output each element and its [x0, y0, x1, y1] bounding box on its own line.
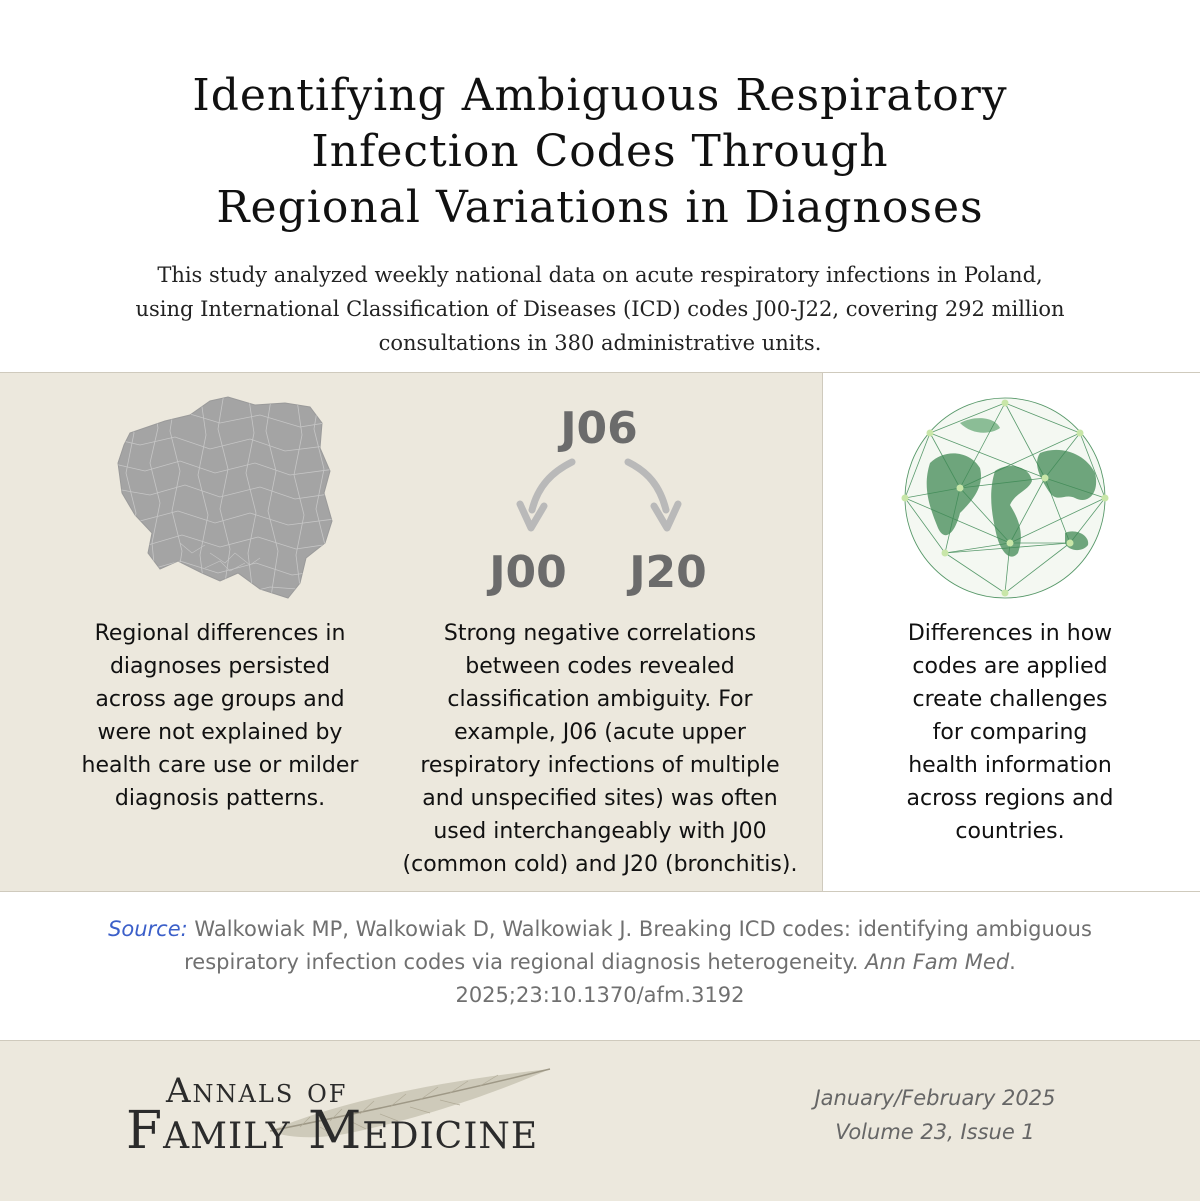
text-line: create challenges — [912, 687, 1108, 712]
comparison-challenges-text — [840, 617, 1180, 848]
study-summary — [100, 258, 1100, 360]
footer — [0, 1040, 1200, 1201]
text-line: classification ambiguity. For — [447, 687, 753, 712]
issue-date: January/February 2025 — [814, 1086, 1056, 1110]
logo-family-medicine — [126, 1101, 538, 1161]
header — [0, 0, 1200, 372]
code-arrows-diagram — [500, 458, 710, 548]
title-line-3: Regional Variations in Diagnoses — [216, 182, 984, 233]
code-j00-label: J00 — [489, 547, 567, 598]
correlations-text — [390, 617, 810, 881]
title-line-2: Infection Codes Through — [311, 126, 889, 177]
text-line: across regions and — [906, 786, 1114, 811]
code-j06-label: J06 — [560, 403, 638, 454]
summary-line-1: This study analyzed weekly national data on acute respiratory infections in Poland, — [157, 263, 1043, 287]
text-line: codes are applied — [912, 654, 1108, 679]
code-j20-label: J20 — [629, 547, 707, 598]
text-line: (common cold) and J20 (bronchitis). — [402, 852, 798, 877]
logo-line-1: Annals of — [166, 1071, 348, 1111]
text-line: and unspecified sites) was often — [422, 786, 778, 811]
findings-panel-beige — [0, 373, 822, 891]
text-line: for comparing — [932, 720, 1088, 745]
logo-line-2: Family Medicine — [126, 1101, 539, 1161]
text-line: example, J06 (acute upper — [454, 720, 746, 745]
summary-line-2: using International Classification of Diseases (ICD) codes J00-J22, covering 292 million — [135, 297, 1065, 321]
citation-authors-title: Walkowiak MP, Walkowiak D, Walkowiak J. Breaking ICD codes: identifying ambiguous respiratory infection codes via regional diagnosis heterogeneity. — [184, 917, 1092, 974]
citation-details: . 2025;23:10.1370/afm.3192 — [455, 950, 1016, 1007]
regional-differences-text — [40, 617, 400, 815]
text-line: respiratory infections of multiple — [420, 753, 780, 778]
arrow-left-icon — [520, 462, 572, 528]
summary-line-3: consultations in 380 administrative units. — [378, 331, 822, 355]
text-line: across age groups and — [95, 687, 345, 712]
source-citation — [100, 913, 1100, 1012]
arrow-right-icon — [628, 462, 678, 528]
source-label: Source: — [108, 917, 188, 941]
text-line: were not explained by — [97, 720, 343, 745]
text-line: diagnosis patterns. — [114, 786, 326, 811]
issue-info — [760, 1081, 1110, 1149]
text-line: health care use or milder — [81, 753, 359, 778]
text-line: used interchangeably with J00 — [433, 819, 767, 844]
text-line: countries. — [955, 819, 1065, 844]
poland-map-icon — [110, 393, 350, 603]
text-line: health information — [908, 753, 1112, 778]
text-line: Regional differences in — [94, 621, 346, 646]
page-title — [100, 68, 1100, 236]
citation-journal: Ann Fam Med — [865, 950, 1010, 974]
globe-network-icon — [900, 393, 1110, 603]
text-line: Differences in how — [907, 621, 1113, 646]
findings-band — [0, 372, 1200, 892]
text-line: between codes revealed — [465, 654, 735, 679]
title-line-1: Identifying Ambiguous Respiratory — [192, 70, 1008, 121]
text-line: Strong negative correlations — [443, 621, 757, 646]
text-line: diagnoses persisted — [109, 654, 331, 679]
issue-volume: Volume 23, Issue 1 — [835, 1120, 1035, 1144]
